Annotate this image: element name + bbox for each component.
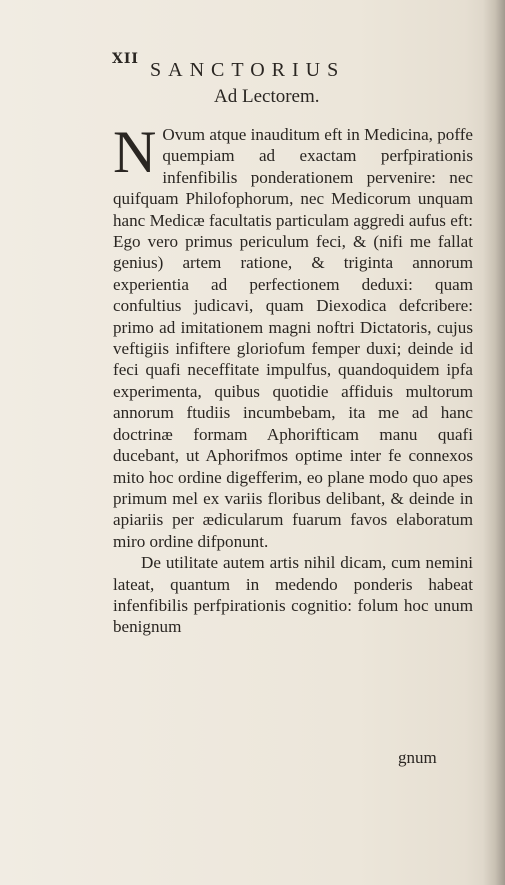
page-number: XII	[112, 51, 139, 67]
paragraph-2	[113, 552, 473, 638]
body-text	[113, 119, 473, 638]
page-gutter-shadow	[483, 0, 505, 885]
paragraph-2-text: De utilitate autem artis nihil dicam, cum nemini lateat, quantum in medendo ponderis habeat infenfibilis perfpirationis cognitio: folum hoc unum benignum	[113, 553, 473, 637]
drop-cap: N	[113, 119, 157, 185]
running-head: SANCTORIUS	[150, 59, 346, 81]
paragraph-1-text: Ovum atque inauditum eft in Medicina, poffe quempiam ad exactam perfpirationis infenfibilis ponderationem pervenire: nec quifquam Philofophorum, nec Medicorum unquam hanc Medicæ facultatis particulam aggredi aufus eft: Ego vero primus periculum feci, & (nifi me fallat genius) artem ratione, & triginta annorum experientia ad perfectionem deduxi: quam confultius judicavi, quam Diexodica defcribere: primo ad imitationem magni noftri Dictatoris, cujus veftigiis infiftere gloriofum femper duxi; deinde id feci quafi neceffitate impulfus, quandoquidem ipfa experimenta, quibus quotidie affiduis multorum annorum ftudiis incumbebam, ita me ad hanc doctrinæ formam Aphorifticam manu quafi ducebant, ut Aphorifmos optime inter fe connexos mito hoc ordine digefferim, eo plane modo quo apes primum mel ex variis floribus delibant, & deinde in apiariis per ædicularum fuarum favos elaboratum miro ordine difponunt.	[113, 125, 473, 551]
section-subhead: Ad Lectorem.	[214, 86, 320, 107]
paragraph-1	[113, 119, 473, 552]
catchword: gnum	[398, 748, 437, 767]
